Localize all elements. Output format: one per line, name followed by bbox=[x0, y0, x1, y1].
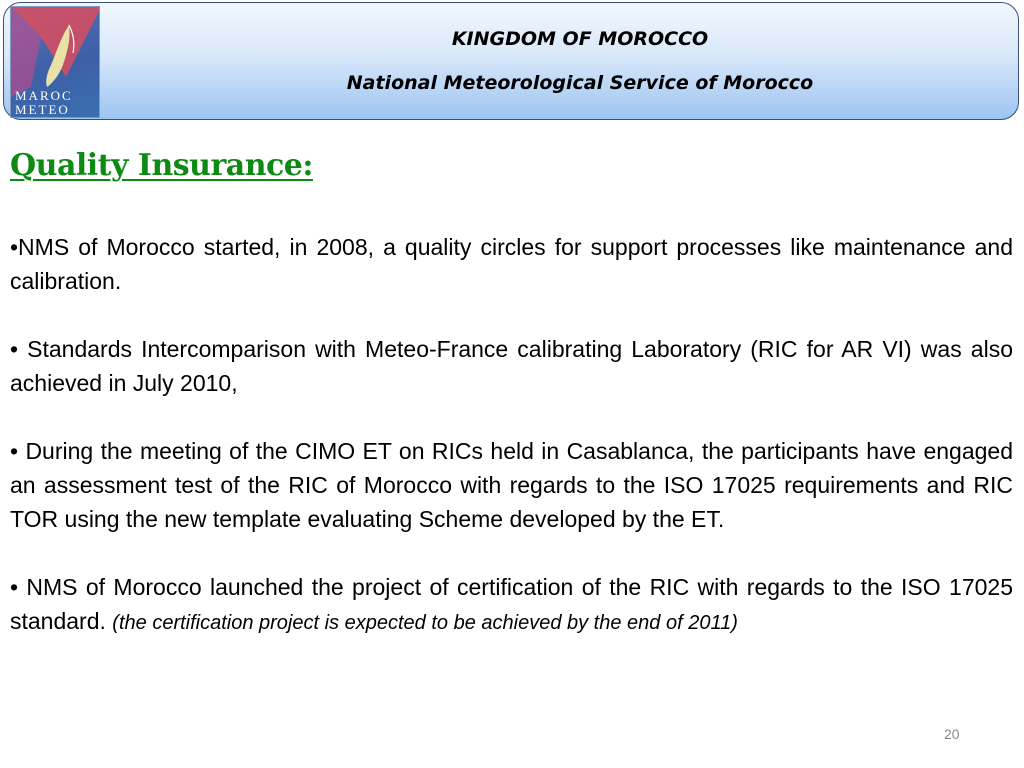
bullet-text: • During the meeting of the CIMO ET on RICs held in Casablanca, the participants have engaged an assessment test of the RIC of Morocco with regards to the ISO 17025 requirements and RIC TOR using the new template evaluating Scheme developed by the ET. bbox=[10, 438, 1013, 532]
bullet-item bbox=[10, 570, 1013, 642]
header-subtitle: National Meteorological Service of Morocco bbox=[346, 72, 814, 94]
header-title: KINGDOM OF MOROCCO bbox=[451, 28, 709, 50]
bullet-item bbox=[10, 434, 1013, 536]
logo-text-maroc: MAROC bbox=[15, 88, 73, 103]
slide-header-banner bbox=[3, 2, 1019, 120]
maroc-meteo-logo bbox=[10, 6, 100, 118]
logo-text-meteo: METEO bbox=[15, 102, 70, 117]
bullet-text: •NMS of Morocco started, in 2008, a quality circles for support processes like maintenance and calibration. bbox=[10, 234, 1013, 294]
page-number: 20 bbox=[944, 726, 960, 742]
slide-heading: Quality Insurance: bbox=[10, 148, 313, 183]
bullet-text: • NMS of Morocco launched the project of certification of the RIC with regards to the ISO 17025 standard. bbox=[10, 574, 1013, 634]
bullet-text: • Standards Intercomparison with Meteo-France calibrating Laboratory (RIC for AR VI) was also achieved in July 2010, bbox=[10, 336, 1013, 396]
bullet-item bbox=[10, 230, 1013, 298]
bullet-note: (the certification project is expected to be achieved by the end of 2011) bbox=[112, 612, 738, 634]
bullet-item bbox=[10, 332, 1013, 400]
bullet-list bbox=[10, 230, 1013, 676]
